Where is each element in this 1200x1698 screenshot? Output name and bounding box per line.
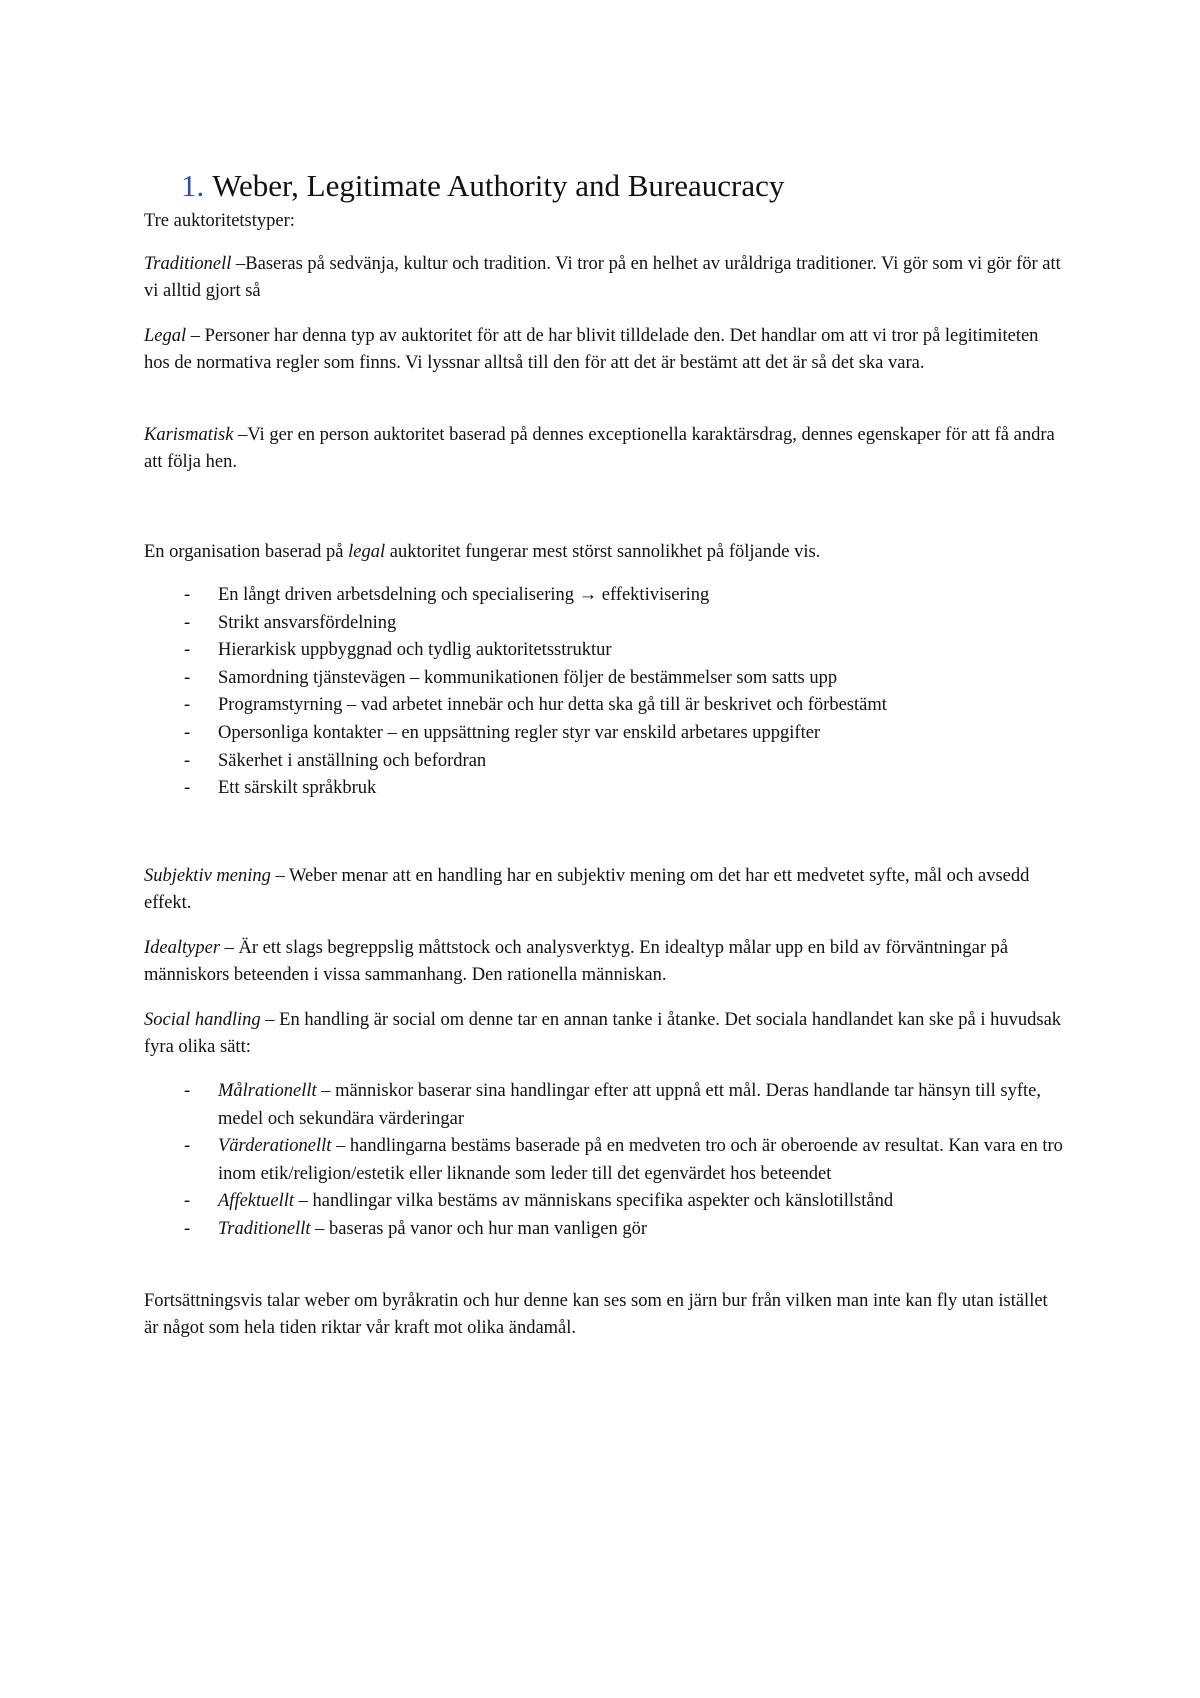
bullet: -: [184, 1191, 191, 1211]
bullet: -: [184, 1136, 191, 1156]
item-text: – handlingar vilka bestäms av människans specifika aspekter och känslotillstånd: [294, 1191, 894, 1211]
definition: – Är ett slags begreppslig måttstock och analysverktyg. En idealtyp målar upp en bild av förväntningar på människors beteenden i vissa sammanhang. Den rationella människan.: [144, 938, 1009, 986]
bullet: -: [184, 778, 191, 799]
closing-paragraph: Fortsättningsvis talar weber om byråkratin och hur denne kan ses som en järn bur från vilken man inte kan fly utan istället är något som hela tiden riktar vår kraft mot olika ändamål.: [144, 1291, 1048, 1339]
definition: – Weber menar att en handling har en subjektiv mening om det har ett medvetet syfte, mål och avsedd effekt.: [144, 866, 1030, 914]
term: Karismatisk: [144, 425, 234, 445]
bullet: -: [184, 1218, 191, 1239]
list-item: [144, 665, 1066, 693]
heading-number: 1.: [181, 168, 205, 203]
item-text: Programstyrning – vad arbetet innebär och hur detta ska gå till är beskrivet och förbestämt: [218, 695, 887, 716]
bullet: -: [184, 585, 191, 605]
bullet: -: [184, 1081, 191, 1101]
list-item: [144, 1078, 1066, 1133]
intro-text: Tre auktoritetstyper:: [144, 211, 295, 231]
paragraph-organisation: [144, 539, 1066, 566]
item-text: Säkerhet i anställning och befordran: [218, 750, 487, 771]
term: Subjektiv mening: [144, 866, 271, 886]
term: Traditionellt: [218, 1218, 311, 1239]
term: Social handling: [144, 1010, 261, 1030]
definition: – En handling är social om denne tar en annan tanke i åtanke. Det sociala handlandet kan ske på i huvudsak fyra olika sätt:: [144, 1010, 1062, 1058]
list-item: [144, 775, 1066, 803]
heading-title: Weber, Legitimate Authority and Bureaucracy: [212, 168, 785, 203]
item-text: Ett särskilt språkbruk: [218, 778, 377, 799]
item-text: Opersonliga kontakter – en uppsättning regler styr var enskild arbetares uppgifter: [218, 722, 821, 743]
list-item: [144, 1216, 1066, 1244]
term: Traditionell: [144, 254, 232, 274]
paragraph-legal: [144, 323, 1066, 378]
list-item: [144, 748, 1066, 776]
org-bullet-list: [144, 582, 1066, 803]
term: legal: [348, 542, 386, 562]
definition: –Baseras på sedvänja, kultur och tradition. Vi tror på en helhet av uråldriga traditioner. Vi gör som vi gör för att vi alltid gjort så: [144, 254, 1061, 302]
action-type-list: [144, 1078, 1066, 1243]
item-text: – handlingarna bestäms baserade på en medveten tro och är oberoende av resultat. Kan vara en tro inom etik/religion/estetik eller liknande som leder till det egenvärdet hos beteendet: [218, 1136, 1063, 1184]
item-text: Samordning tjänstevägen – kommunikationen följer de bestämmelser som satts upp: [218, 667, 838, 688]
item-text: – baseras på vanor och hur man vanligen gör: [310, 1218, 648, 1239]
item-text: En långt driven arbetsdelning och specialisering → effektivisering: [218, 585, 710, 605]
text: En organisation baserad på: [144, 542, 349, 562]
paragraph-idealtyper: [144, 935, 1066, 990]
list-item: [144, 637, 1066, 665]
item-text: Hierarkisk uppbyggnad och tydlig auktoritetsstruktur: [218, 640, 612, 661]
item-text: Strikt ansvarsfördelning: [218, 612, 397, 633]
section-heading: [181, 166, 784, 206]
term: Målrationellt: [218, 1081, 317, 1101]
term: Idealtyper: [144, 938, 221, 958]
bullet: -: [184, 695, 191, 716]
list-item: [144, 582, 1066, 610]
paragraph-social-handling: [144, 1007, 1066, 1062]
bullet: -: [184, 667, 191, 688]
paragraph-subjektiv-mening: [144, 863, 1066, 918]
bullet: -: [184, 722, 191, 743]
bullet: -: [184, 750, 191, 771]
list-item: [144, 692, 1066, 720]
item-text: – människor baserar sina handlingar efter att uppnå ett mål. Deras handlande tar hänsyn till syfte, medel och sekundära värderingar: [218, 1081, 1042, 1129]
paragraph-karismatisk: [144, 422, 1066, 477]
term: Värderationellt: [218, 1136, 332, 1156]
list-item: [144, 720, 1066, 748]
definition: –Vi ger en person auktoritet baserad på dennes exceptionella karaktärsdrag, dennes egenskaper för att få andra att följa hen.: [144, 425, 1055, 473]
term: Legal: [144, 326, 187, 346]
term: Affektuellt: [218, 1191, 295, 1211]
list-item: [144, 1133, 1066, 1188]
bullet: -: [184, 640, 191, 661]
paragraph-traditionell: [144, 251, 1066, 306]
bullet: -: [184, 612, 191, 633]
definition: – Personer har denna typ av auktoritet för att de har blivit tilldelade den. Det handlar om att vi tror på legitimiteten hos de normativa regler som finns. Vi lyssnar alltså till den för att det är bestämt att det är så det ska vara.: [144, 326, 1039, 374]
list-item: [144, 610, 1066, 638]
list-item: [144, 1188, 1066, 1216]
text: auktoritet fungerar mest störst sannolikhet på följande vis.: [385, 542, 821, 562]
